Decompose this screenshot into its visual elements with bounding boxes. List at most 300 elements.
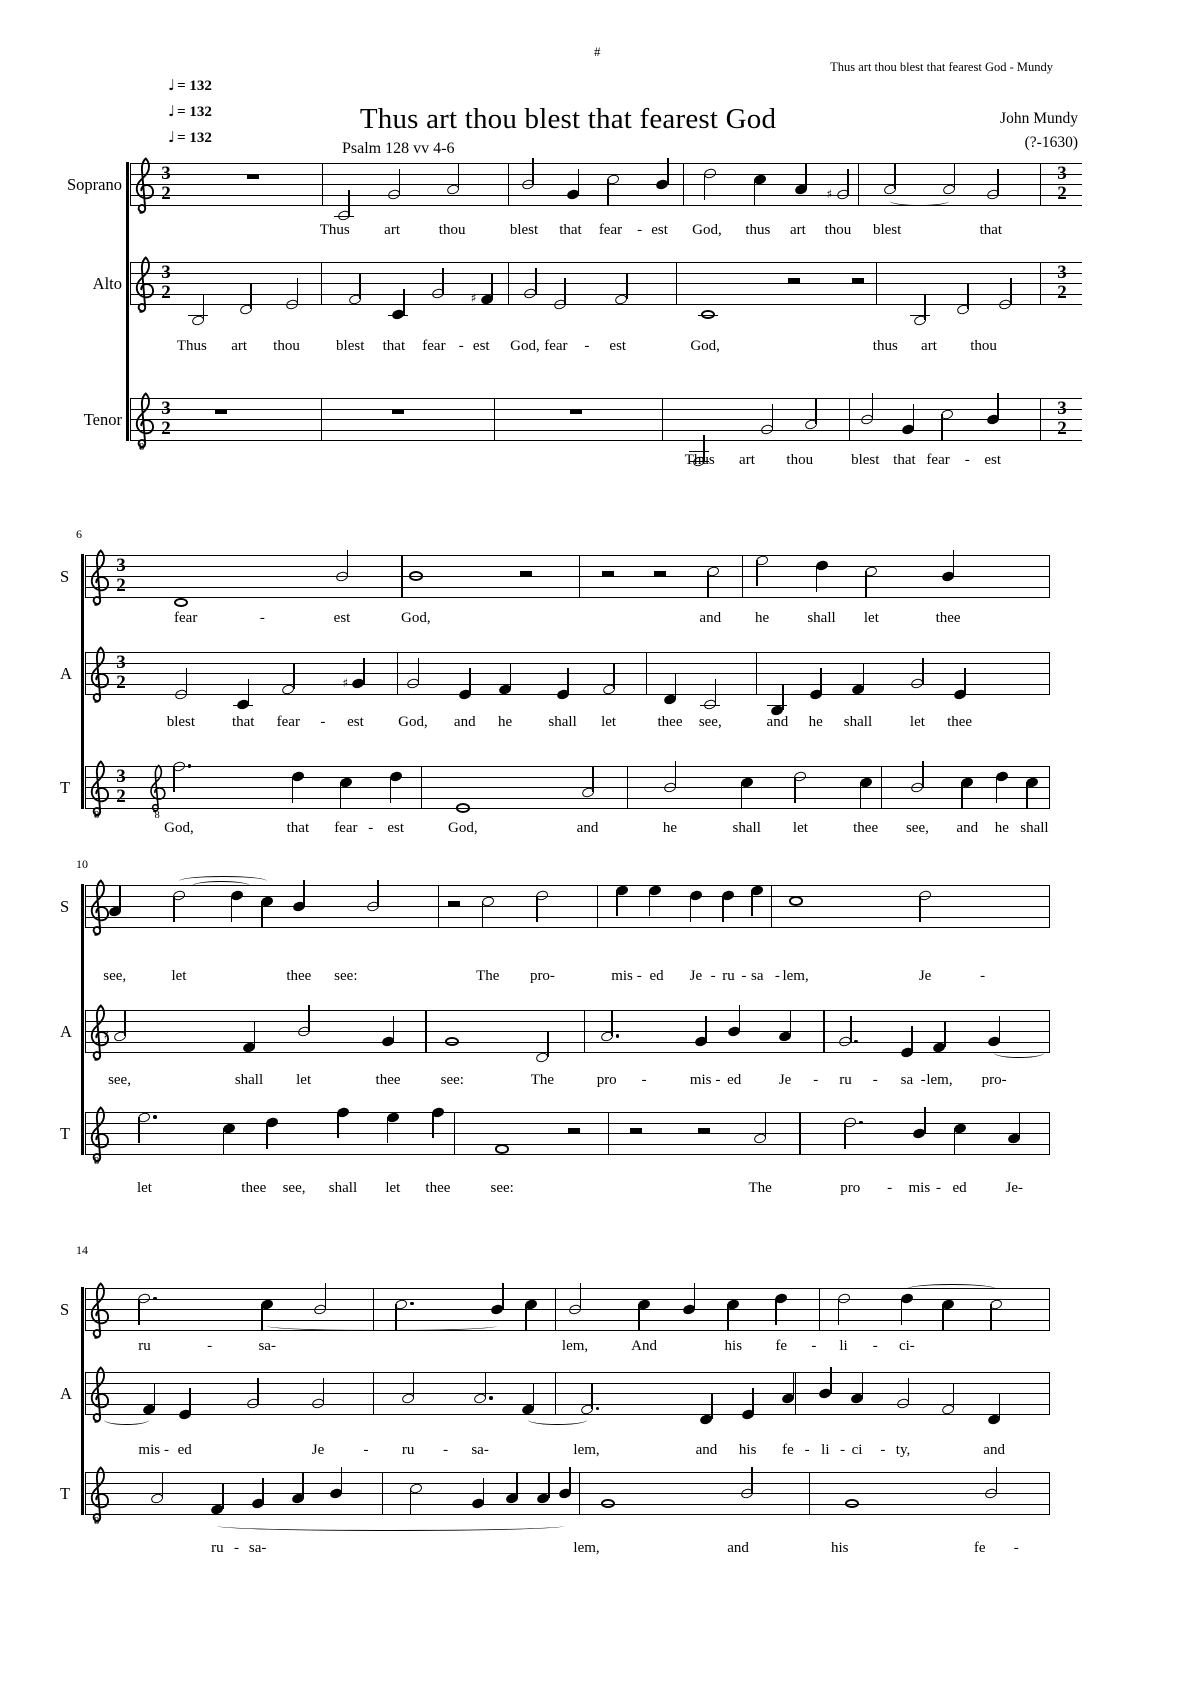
lyric-syllable: his	[738, 1442, 757, 1458]
note-stem	[483, 1478, 485, 1504]
composer: John Mundy	[1000, 110, 1078, 127]
lyric-syllable: ru	[722, 968, 735, 984]
note-stem	[432, 1112, 434, 1138]
note-stem	[510, 663, 512, 689]
note-stem	[997, 169, 999, 195]
note-stem	[138, 1299, 140, 1325]
time-signature: 2	[161, 183, 171, 204]
staff-line	[85, 1133, 1050, 1134]
note-stem	[638, 1304, 640, 1330]
notehead	[409, 571, 423, 581]
note-stem	[765, 1112, 767, 1138]
lyric-syllable: thou	[824, 222, 852, 238]
sharp-icon: ♯	[826, 186, 833, 201]
note-stem	[248, 679, 250, 705]
staff-line	[85, 1288, 1050, 1289]
lyric-syllable: and	[956, 820, 979, 836]
voice-label: Alto	[92, 274, 122, 293]
barline	[130, 262, 131, 305]
lyric-syllable: fear	[422, 338, 446, 354]
staff-line	[85, 927, 1050, 928]
lyric-syllable: -	[164, 1442, 169, 1458]
barline	[858, 163, 859, 206]
note-stem	[863, 663, 865, 689]
barline	[508, 262, 509, 305]
barline	[401, 555, 402, 598]
time-signature: 3	[161, 262, 171, 283]
note-stem	[323, 1378, 325, 1404]
half-rest	[448, 901, 460, 907]
lyric-syllable: fe	[973, 1540, 986, 1556]
treble-clef-icon	[133, 154, 157, 214]
staff-line	[85, 663, 1050, 664]
lyric-syllable: and	[576, 820, 599, 836]
note-stem	[999, 1393, 1001, 1419]
treble-clef-icon	[133, 389, 157, 449]
note-stem	[607, 179, 609, 205]
lyric-syllable: est	[333, 610, 351, 626]
notehead	[445, 1037, 459, 1047]
tie-slur	[890, 196, 949, 206]
notehead	[845, 1499, 859, 1509]
lyric-syllable: sa-	[248, 1540, 267, 1556]
voice-label: T	[60, 1484, 71, 1503]
treble-clef-icon	[88, 876, 112, 936]
measure-number: 6	[76, 527, 82, 541]
note-stem	[922, 658, 924, 684]
lyric-syllable: and	[699, 610, 722, 626]
note-stem	[1019, 1112, 1021, 1138]
note-stem	[413, 1372, 415, 1398]
barline	[1049, 1472, 1050, 1515]
note-stem	[830, 1367, 832, 1393]
staff-line	[85, 1383, 1050, 1384]
lyric-syllable: -	[368, 820, 374, 836]
note-stem	[775, 1299, 777, 1325]
note-stem	[469, 668, 471, 694]
note-stem	[532, 158, 534, 184]
note-stem	[751, 890, 753, 916]
staff-line	[85, 1031, 1050, 1032]
lyric-syllable: fear	[276, 714, 300, 730]
lyric-syllable: Je	[918, 968, 932, 984]
notehead	[789, 896, 803, 906]
note-stem	[722, 896, 724, 922]
time-signature: 2	[116, 672, 126, 693]
barline	[683, 163, 684, 206]
lyric-syllable: that	[286, 820, 310, 836]
lyric-syllable: see,	[108, 1072, 131, 1088]
note-stem	[203, 294, 205, 320]
lyric-syllable: thou	[970, 338, 997, 354]
lyric-syllable: art	[384, 222, 400, 238]
staff-line	[130, 273, 1082, 274]
lyric-syllable: ru	[839, 1072, 852, 1088]
barline	[85, 652, 86, 695]
lyric-syllable: sa-	[258, 1338, 276, 1354]
staff-line	[85, 1154, 1050, 1155]
staff-line	[85, 576, 1050, 577]
note-stem	[611, 1010, 613, 1036]
barline	[438, 885, 439, 928]
quarter-note-icon: ♩	[168, 102, 176, 120]
note-stem	[838, 1299, 840, 1325]
lyric-syllable: thee	[425, 1180, 451, 1196]
tie-slur	[192, 881, 250, 891]
note-stem	[502, 1283, 504, 1309]
treble-clef-icon	[88, 1463, 112, 1523]
lyric-syllable: sa-	[471, 1442, 489, 1458]
lyric-syllable: let	[601, 714, 617, 730]
note-stem	[997, 393, 999, 419]
note-stem	[257, 1378, 259, 1404]
note-stem	[942, 1304, 944, 1330]
note-stem	[348, 190, 350, 216]
notehead	[601, 1499, 615, 1509]
lyric-syllable: fear	[334, 820, 358, 836]
voice-label: S	[60, 1300, 70, 1319]
lyric-syllable: -	[710, 968, 716, 984]
time-signature: 3	[1057, 163, 1067, 184]
note-stem	[741, 782, 743, 808]
lyric-syllable: ed	[177, 1442, 192, 1458]
note-stem	[124, 1010, 126, 1036]
lyric-syllable: thou	[786, 452, 814, 468]
note-stem	[567, 668, 569, 694]
staff-line	[85, 1472, 1050, 1473]
note-stem	[894, 163, 896, 189]
lyric-syllable: thee	[947, 714, 973, 730]
running-page-mark: #	[594, 44, 601, 59]
note-stem	[954, 1128, 956, 1154]
barline	[646, 652, 647, 695]
barline	[454, 1112, 455, 1155]
staff-line	[85, 1372, 1050, 1373]
note-stem	[751, 1467, 753, 1493]
lyric-syllable: est	[609, 338, 627, 354]
lyric-syllable: -	[320, 714, 326, 730]
note-stem	[347, 550, 349, 576]
note-stem	[711, 1393, 713, 1419]
lyric-syllable: -	[964, 452, 970, 468]
note-stem	[387, 1117, 389, 1143]
lyric-syllable: -	[880, 1442, 886, 1458]
note-stem	[261, 1304, 263, 1330]
barline	[608, 1112, 609, 1155]
notehead	[701, 310, 715, 320]
lyric-syllable: let	[792, 820, 808, 836]
lyric-syllable: The	[530, 1072, 555, 1088]
lyric-syllable: thee	[853, 820, 879, 836]
lyric-syllable: that	[382, 338, 406, 354]
lyric-syllable: thee	[935, 610, 961, 626]
note-stem	[533, 1383, 535, 1409]
lyric-syllable: thee	[375, 1072, 401, 1088]
lyric-syllable: art	[739, 452, 755, 468]
lyric-syllable: see,	[698, 714, 722, 730]
measure-number: 10	[76, 857, 88, 871]
lyric-syllable: God,	[448, 820, 478, 836]
note-stem	[941, 414, 943, 440]
note-stem	[782, 684, 784, 710]
lyric-syllable: -	[872, 1338, 878, 1354]
note-stem	[162, 1472, 164, 1498]
note-stem	[911, 1026, 913, 1052]
note-stem	[173, 766, 175, 792]
barline	[1049, 652, 1050, 695]
staff-line	[85, 1483, 1050, 1484]
staff-line	[130, 419, 1082, 420]
lyric-syllable: Je	[311, 1442, 325, 1458]
staff-line	[130, 174, 1082, 175]
sharp-icon: ♯	[470, 290, 477, 305]
lyric-syllable: see,	[103, 968, 127, 984]
lyric-syllable: Thus	[176, 338, 207, 354]
treble-clef-icon	[148, 761, 168, 813]
tempo-value: = 132	[177, 78, 212, 94]
notehead	[456, 803, 470, 813]
lyric-syllable: -	[363, 1442, 369, 1458]
staff-line	[130, 283, 1082, 284]
barline	[85, 885, 86, 928]
time-signature: 3	[116, 652, 126, 673]
lyric-syllable: -	[887, 1180, 893, 1196]
note-stem	[138, 1117, 140, 1143]
lyric-syllable: see,	[282, 1180, 306, 1196]
lyric-syllable: pro-	[981, 1072, 1007, 1088]
staff-line	[85, 555, 1050, 556]
barline	[85, 766, 86, 809]
time-signature: 2	[161, 418, 171, 439]
lyric-syllable: The	[476, 968, 500, 984]
note-stem	[458, 163, 460, 189]
note-stem	[872, 393, 874, 419]
quarter-note-icon: ♩	[168, 128, 176, 146]
tie-slur	[907, 1284, 996, 1294]
barline	[1040, 398, 1041, 441]
note-stem	[860, 782, 862, 808]
note-stem	[690, 896, 692, 922]
note-stem	[626, 273, 628, 299]
lyric-syllable: and	[695, 1442, 718, 1458]
lyric-syllable: fe	[782, 1442, 794, 1458]
lyric-syllable: -	[872, 1072, 878, 1088]
staff-line	[130, 205, 1082, 206]
note-stem	[491, 273, 493, 299]
note-stem	[297, 278, 299, 304]
lyric-syllable: that	[231, 714, 255, 730]
voice-label: T	[60, 1124, 71, 1143]
note-stem	[944, 1021, 946, 1047]
note-stem	[1026, 782, 1028, 808]
note-stem	[820, 668, 822, 694]
note-stem	[548, 1472, 550, 1498]
lyric-syllable: -	[741, 968, 747, 984]
treble-clef-icon	[88, 757, 112, 817]
note-stem	[953, 1383, 955, 1409]
lyric-syllable: thee	[241, 1180, 267, 1196]
staff-line	[85, 1112, 1050, 1113]
tie-slur	[528, 1415, 586, 1425]
note-stem	[754, 179, 756, 205]
lyric-syllable: shall	[234, 1072, 264, 1088]
note-stem	[964, 668, 966, 694]
note-stem	[536, 896, 538, 922]
barline	[1049, 885, 1050, 928]
note-stem	[516, 1472, 518, 1498]
lyric-syllable: that	[979, 222, 1003, 238]
lyric-syllable: li	[821, 1442, 830, 1458]
note-stem	[250, 283, 252, 309]
note-stem	[752, 1388, 754, 1414]
staff-line	[85, 1010, 1050, 1011]
measure-number: 14	[76, 1243, 88, 1257]
note-stem	[805, 163, 807, 189]
lyric-syllable: mis	[138, 1442, 161, 1458]
octave-8-label: 8	[94, 1516, 100, 1527]
note-stem	[908, 1378, 910, 1404]
sharp-icon: ♯	[342, 675, 349, 690]
barline	[1049, 1288, 1050, 1331]
time-signature: 2	[1057, 418, 1067, 439]
note-stem	[223, 1128, 225, 1154]
barline	[85, 1288, 86, 1331]
system-bracket	[81, 1287, 84, 1515]
staff-line	[85, 1309, 1050, 1310]
lyric-syllable: lem,	[926, 1072, 953, 1088]
system-bracket	[126, 162, 129, 441]
staff-line	[130, 184, 1082, 185]
lyric-syllable: est	[387, 820, 405, 836]
lyric-syllable: blest	[509, 222, 539, 238]
lyric-syllable: -	[811, 1338, 817, 1354]
staff-line	[130, 430, 1082, 431]
system-bracket	[81, 554, 84, 809]
lyric-syllable: blest	[166, 714, 196, 730]
voice-label: A	[60, 1022, 72, 1041]
note-stem	[377, 880, 379, 906]
staff-line	[130, 398, 1082, 399]
lyric-syllable: his	[724, 1338, 743, 1354]
barline	[579, 1472, 580, 1515]
lyric-syllable: shall	[548, 714, 577, 730]
lyric-syllable: ci	[851, 1442, 863, 1458]
staff-line	[85, 1144, 1050, 1145]
note-stem	[756, 560, 758, 586]
note-stem	[705, 1016, 707, 1042]
lyric-syllable: thee	[286, 968, 312, 984]
lyric-syllable: ci-	[898, 1338, 915, 1354]
barline	[809, 1472, 810, 1515]
barline	[881, 766, 882, 809]
barline	[322, 163, 323, 206]
subtitle: Psalm 128 vv 4-6	[342, 140, 455, 157]
time-signature: 3	[161, 163, 171, 184]
note-stem	[261, 901, 263, 927]
augmentation-dot	[596, 1407, 600, 1411]
barline	[1049, 766, 1050, 809]
note-stem	[675, 673, 677, 699]
note-stem	[340, 782, 342, 808]
lyric-syllable: -	[980, 968, 986, 984]
barline	[1049, 1010, 1050, 1053]
lyric-syllable: let	[136, 1180, 152, 1196]
note-stem	[308, 1005, 310, 1031]
note-stem	[707, 571, 709, 597]
treble-clef-icon	[88, 643, 112, 703]
lyric-syllable: mis	[908, 1180, 931, 1196]
barline	[321, 398, 322, 441]
barline	[321, 262, 322, 305]
voice-label: T	[60, 778, 71, 797]
note-stem	[913, 404, 915, 430]
note-stem	[535, 268, 537, 294]
note-stem	[865, 571, 867, 597]
lyric-syllable: let	[863, 610, 879, 626]
barline	[373, 1372, 374, 1415]
lyric-syllable: art	[231, 338, 248, 354]
lyric-syllable: art	[790, 222, 806, 238]
staff-line	[85, 1504, 1050, 1505]
augmentation-dot	[153, 1115, 157, 1119]
barline	[771, 885, 772, 928]
barline	[756, 652, 757, 695]
staff-line	[85, 1514, 1050, 1515]
staff-line	[130, 294, 1082, 295]
staff-line	[85, 1021, 1050, 1022]
lyric-syllable: God,	[692, 222, 722, 238]
lyric-syllable: -	[234, 1540, 240, 1556]
note-stem	[254, 1021, 256, 1047]
note-stem	[302, 1472, 304, 1498]
staff-line	[85, 1042, 1050, 1043]
note-stem	[850, 1016, 852, 1042]
lyric-syllable: thus	[745, 222, 771, 238]
time-signature: 3	[161, 398, 171, 419]
note-stem	[675, 761, 677, 787]
note-stem	[266, 1123, 268, 1149]
treble-clef-icon	[88, 1363, 112, 1423]
lyric-syllable: -	[840, 1442, 846, 1458]
half-rest	[788, 278, 800, 284]
barline	[130, 163, 131, 206]
note-stem	[667, 158, 669, 184]
lyric-syllable: -	[1013, 1540, 1019, 1556]
staff-line	[85, 587, 1050, 588]
tempo-marking	[168, 76, 212, 95]
barline	[85, 1010, 86, 1053]
lyric-syllable: Thus	[684, 452, 715, 468]
time-signature: 3	[116, 555, 126, 576]
lyric-syllable: let	[296, 1072, 312, 1088]
lyric-syllable: ty,	[895, 1442, 911, 1458]
tempo-value: = 132	[177, 130, 212, 146]
lyric-syllable: lem,	[561, 1338, 589, 1354]
lyric-syllable: -	[637, 222, 643, 238]
note-stem	[363, 658, 365, 684]
time-signature: 2	[116, 786, 126, 807]
lyric-syllable: lem,	[573, 1540, 600, 1556]
time-signature: 2	[116, 575, 126, 596]
note-stem	[525, 1304, 527, 1330]
barline	[508, 163, 509, 206]
tie-slur	[994, 1048, 1044, 1058]
note-stem	[954, 163, 956, 189]
lyric-syllable: li	[839, 1338, 848, 1354]
staff-line	[85, 787, 1050, 788]
staff-line	[85, 798, 1050, 799]
staff-line	[85, 777, 1050, 778]
